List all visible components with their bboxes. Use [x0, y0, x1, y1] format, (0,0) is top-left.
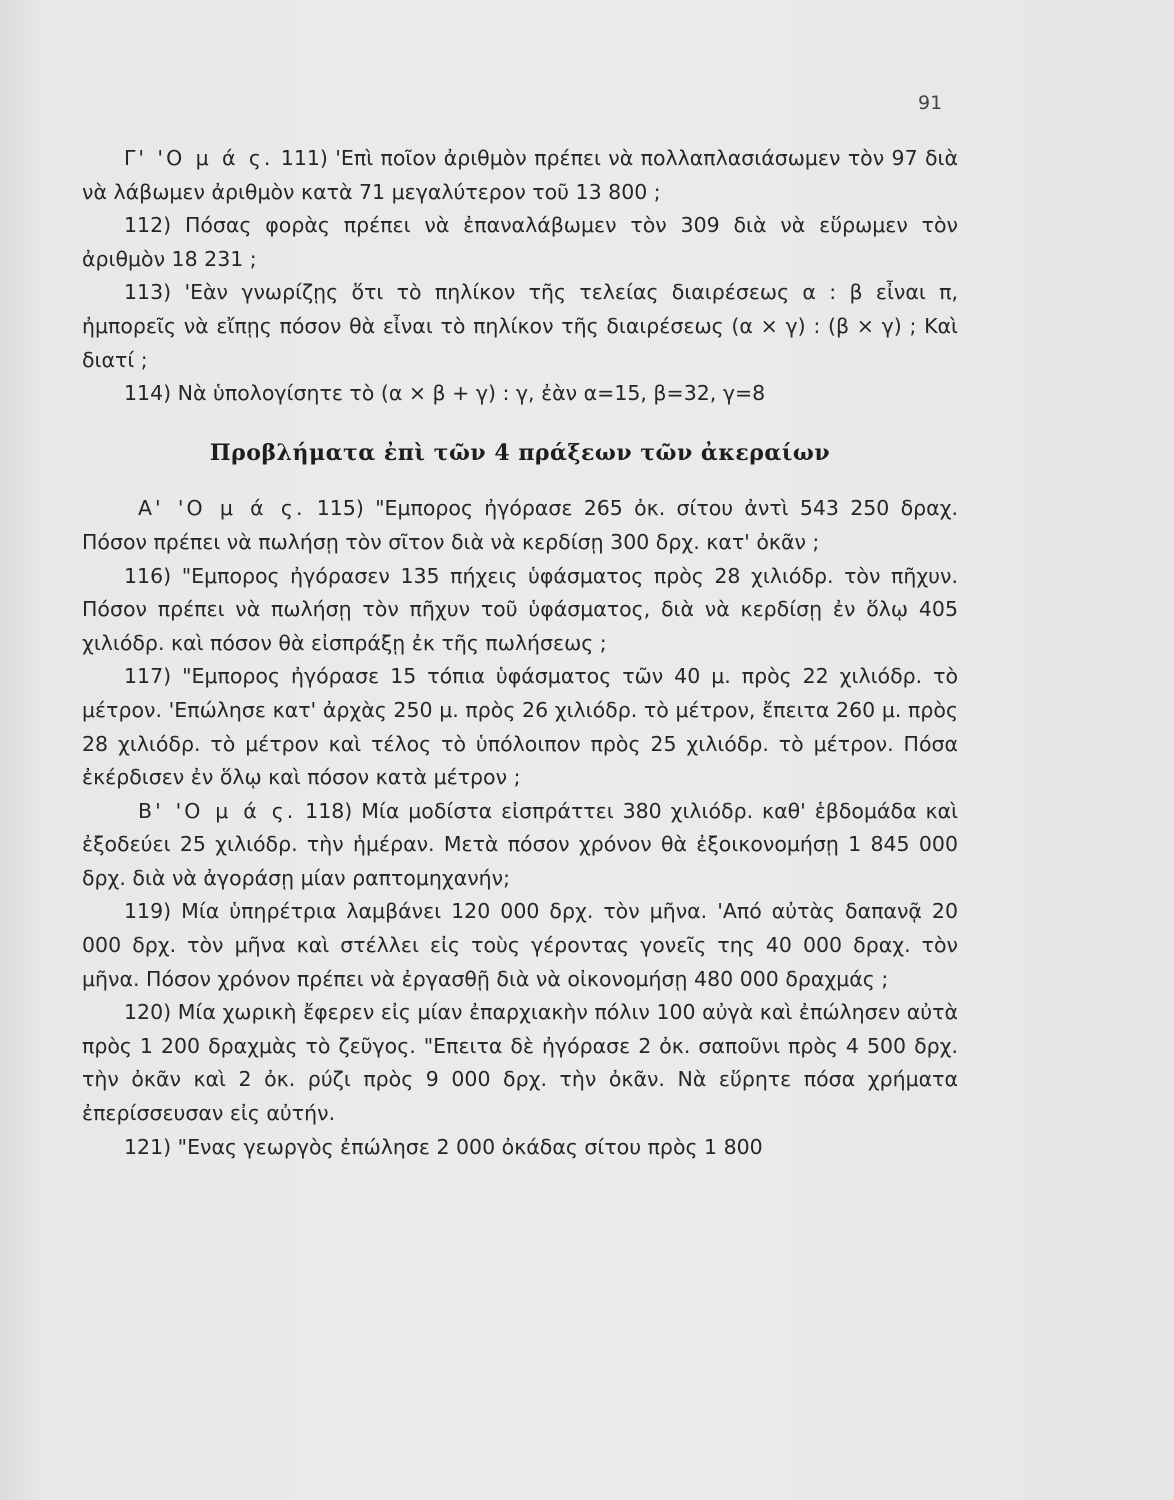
- problem-118: [82, 795, 958, 896]
- group-label-c: Γ' 'Ο μ ά ς.: [124, 146, 274, 170]
- group-label-b: Β' 'Ο μ ά ς.: [138, 798, 297, 823]
- problem-118-text: 118) Μία μοδίστα εἰσπράττει 380 χιλιόδρ. καθ' ἑβδομάδα καὶ ἐξοδεύει 25 χιλιόδρ. τὴν ἡμέραν. Μετὰ πόσον χρόνον θὰ ἐξοικονομήσῃ 1 845 000 δρχ. διὰ νὰ ἀγοράσῃ μίαν ραπτομηχανήν;: [82, 798, 959, 890]
- page-number: 91: [918, 92, 943, 114]
- problem-114: 114) Νὰ ὑπολογίσητε τὸ (α × β + γ) : γ, ἐὰν α=15, β=32, γ=8: [124, 381, 766, 406]
- page-body: [82, 142, 958, 1164]
- problem-117: 117) "Εμπορος ἠγόρασε 15 τόπια ὑφάσματος τῶν 40 μ. πρὸς 22 χιλιόδρ. τὸ μέτρον. 'Επώλησε κατ' ἀρχὰς 250 μ. πρὸς 26 χιλιόδρ. τὸ μέτρον, ἔπειτα 260 μ. πρὸς 28 χιλιόδρ. τὸ μέτρον καὶ τέλος τὸ ὑπόλοιπον πρὸς 25 χιλιόδρ. τὸ μέτρον. Πόσα ἐκέρδισεν ἐν ὅλῳ καὶ πόσον κατὰ μέτρον ;: [82, 664, 958, 790]
- problem-120: 120) Μία χωρικὴ ἔφερεν εἰς μίαν ἐπαρχιακὴν πόλιν 100 αὐγὰ καὶ ἐπώλησεν αὐτὰ πρὸς 1 200 δραχμὰς τὸ ζεῦγος. "Επειτα δὲ ἠγόρασε 2 ὀκ. σαποῦνι πρὸς 4 500 δρχ. τὴν ὀκᾶν καὶ 2 ὀκ. ρύζι πρὸς 9 000 δρχ. τὴν ὀκᾶν. Νὰ εὕρητε πόσα χρήματα ἐπερίσσευσαν εἰς αὐτήν.: [82, 1000, 958, 1126]
- problem-111-text: 111) 'Επὶ ποῖον ἀριθμὸν πρέπει νὰ πολλαπλασιάσωμεν τὸν 97 διὰ νὰ λάβωμεν ἀριθμὸν κατὰ 71 μεγαλύτερον τοῦ 13 800 ;: [82, 146, 958, 204]
- section-heading: Προβλήματα ἐπὶ τῶν 4 πράξεων τῶν ἀκεραίων: [209, 439, 831, 466]
- problem-119: 119) Μία ὑπηρέτρια λαμβάνει 120 000 δρχ. τὸν μῆνα. 'Από αὐτὰς δαπανᾷ 20 000 δρχ. τὸν μῆνα καὶ στέλλει εἰς τοὺς γέροντας γονεῖς της 40 000 δραχ. τὸν μῆνα. Πόσον χρόνον πρέπει νὰ ἐργασθῇ διὰ νὰ οἰκονομήσῃ 480 000 δραχμάς ;: [82, 899, 958, 991]
- problem-121: 121) "Ενας γεωργὸς ἐπώλησε 2 000 ὀκάδας σίτου πρὸς 1 800: [124, 1134, 763, 1159]
- problem-116: 116) "Εμπορος ἠγόρασεν 135 πήχεις ὑφάσματος πρὸς 28 χιλιόδρ. τὸν πῆχυν. Πόσον πρέπει νὰ πωλήσῃ τὸν πῆχυν τοῦ ὑφάσματος, διὰ νὰ κερδίσῃ ἐν ὅλῳ 405 χιλιόδρ. καὶ πόσον θὰ εἰσπράξῃ ἐκ τῆς πωλήσεως ;: [82, 563, 958, 655]
- problem-111: [82, 142, 958, 209]
- problem-112: 112) Πόσας φορὰς πρέπει νὰ ἐπαναλάβωμεν τὸν 309 διὰ νὰ εὕρωμεν τὸν ἀριθμὸν 18 231 ;: [82, 213, 958, 271]
- problem-115-text: 115) "Εμπορος ἠγόρασε 265 ὀκ. σίτου ἀντὶ 543 250 δραχ. Πόσον πρέπει νὰ πωλήσῃ τὸν σῖτον διὰ νὰ κερδίσῃ 300 δρχ. κατ' ὀκᾶν ;: [82, 496, 958, 554]
- problem-115: [82, 492, 958, 559]
- problem-113: 113) 'Εὰν γνωρίζῃς ὅτι τὸ πηλίκον τῆς τελείας διαιρέσεως α : β εἶναι π, ἠμπορεῖς νὰ εἴπῃς πόσον θὰ εἶναι τὸ πηλίκον τῆς διαιρέσεως (α × γ) : (β × γ) ; Καὶ διατί ;: [82, 280, 958, 372]
- group-label-a: Α' 'Ο μ ά ς.: [138, 496, 306, 521]
